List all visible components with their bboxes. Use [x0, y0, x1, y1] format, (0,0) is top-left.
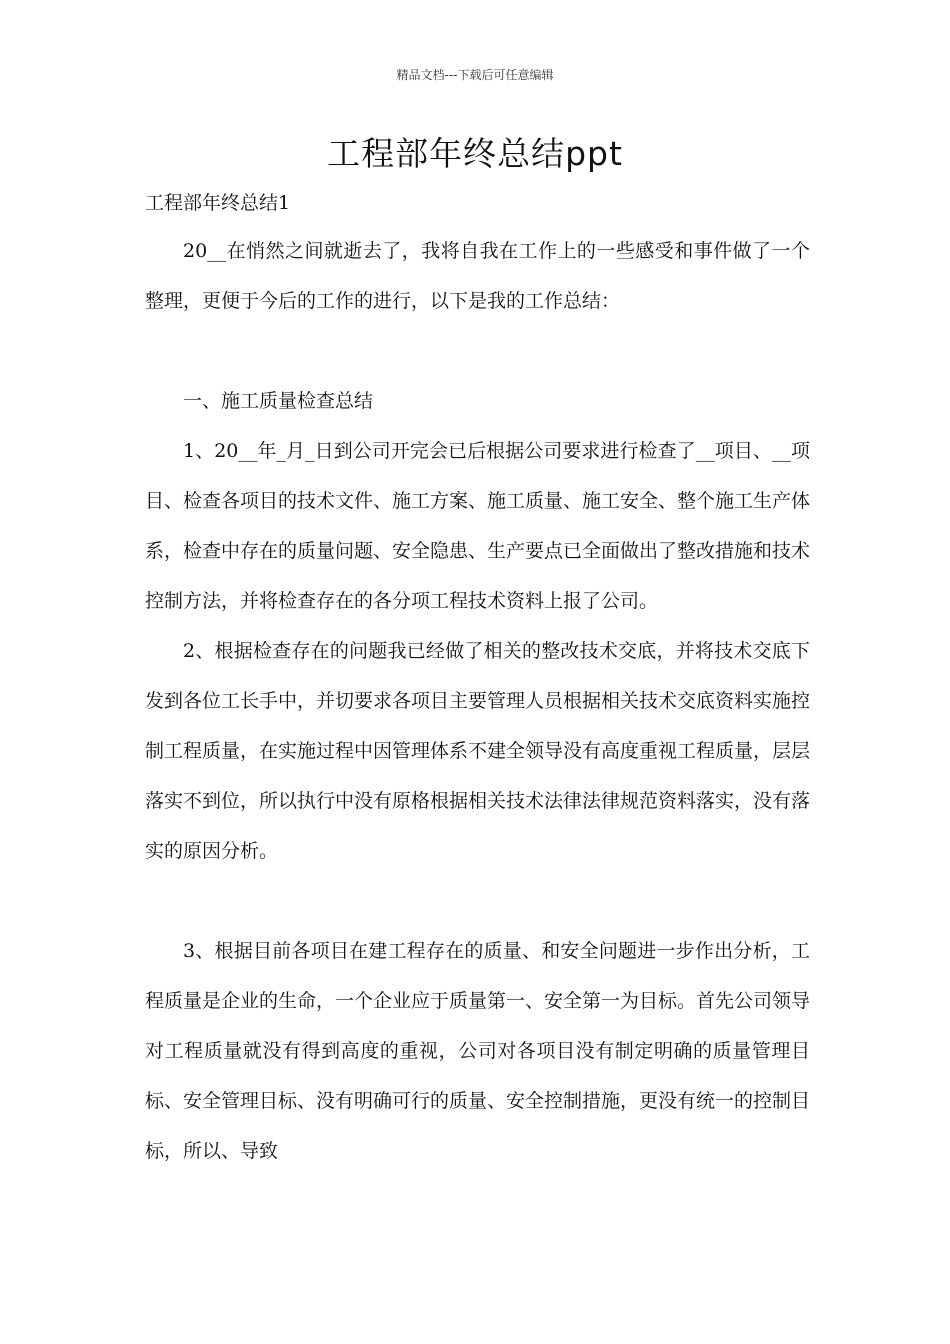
item-2-paragraph: 2、根据检查存在的问题我已经做了相关的整改技术交底，并将技术交底下发到各位工长手中，并切要求各项目主要管理人员根据相关技术交底资料实施控制工程质量，在实施过程中因管理体系不建全领导没有高度重视工程质量，层层落实不到位，所以执行中没有原格根据相关技术法律法律规范资料落实，没有落实的原因分析。	[145, 640, 811, 862]
paragraph-gap	[145, 876, 810, 926]
document-subtitle: 工程部年终总结1	[145, 192, 291, 214]
paragraph-gap	[145, 326, 810, 376]
document-title: 工程部年终总结ppt	[327, 134, 623, 173]
section-heading: 一、施工质量检查总结	[183, 390, 374, 412]
document-body	[145, 226, 810, 1176]
item-1-paragraph: 1、20__年_月_日到公司开完会已后根据公司要求进行检查了__项目、__项目、检查各项目的技术文件、施工方案、施工质量、施工安全、整个施工生产体系，检查中存在的质量问题、安全隐患、生产要点已全面做出了整改措施和技术控制方法，并将检查存在的各分项工程技术资料上报了公司。	[145, 440, 811, 612]
header-note: 精品文档---下载后可任意编辑	[396, 68, 554, 82]
intro-paragraph: 20__在悄然之间就逝去了，我将自我在工作上的一些感受和事件做了一个整理，更便于今后的工作的进行，以下是我的工作总结：	[145, 240, 810, 312]
item-3-paragraph: 3、根据目前各项目在建工程存在的质量、和安全问题进一步作出分析，工程质量是企业的生命，一个企业应于质量第一、安全第一为目标。首先公司领导对工程质量就没有得到高度的重视，公司对各项目没有制定明确的质量管理目标、安全管理目标、没有明确可行的质量、安全控制措施，更没有统一的控制目标，所以、导致	[145, 940, 811, 1162]
